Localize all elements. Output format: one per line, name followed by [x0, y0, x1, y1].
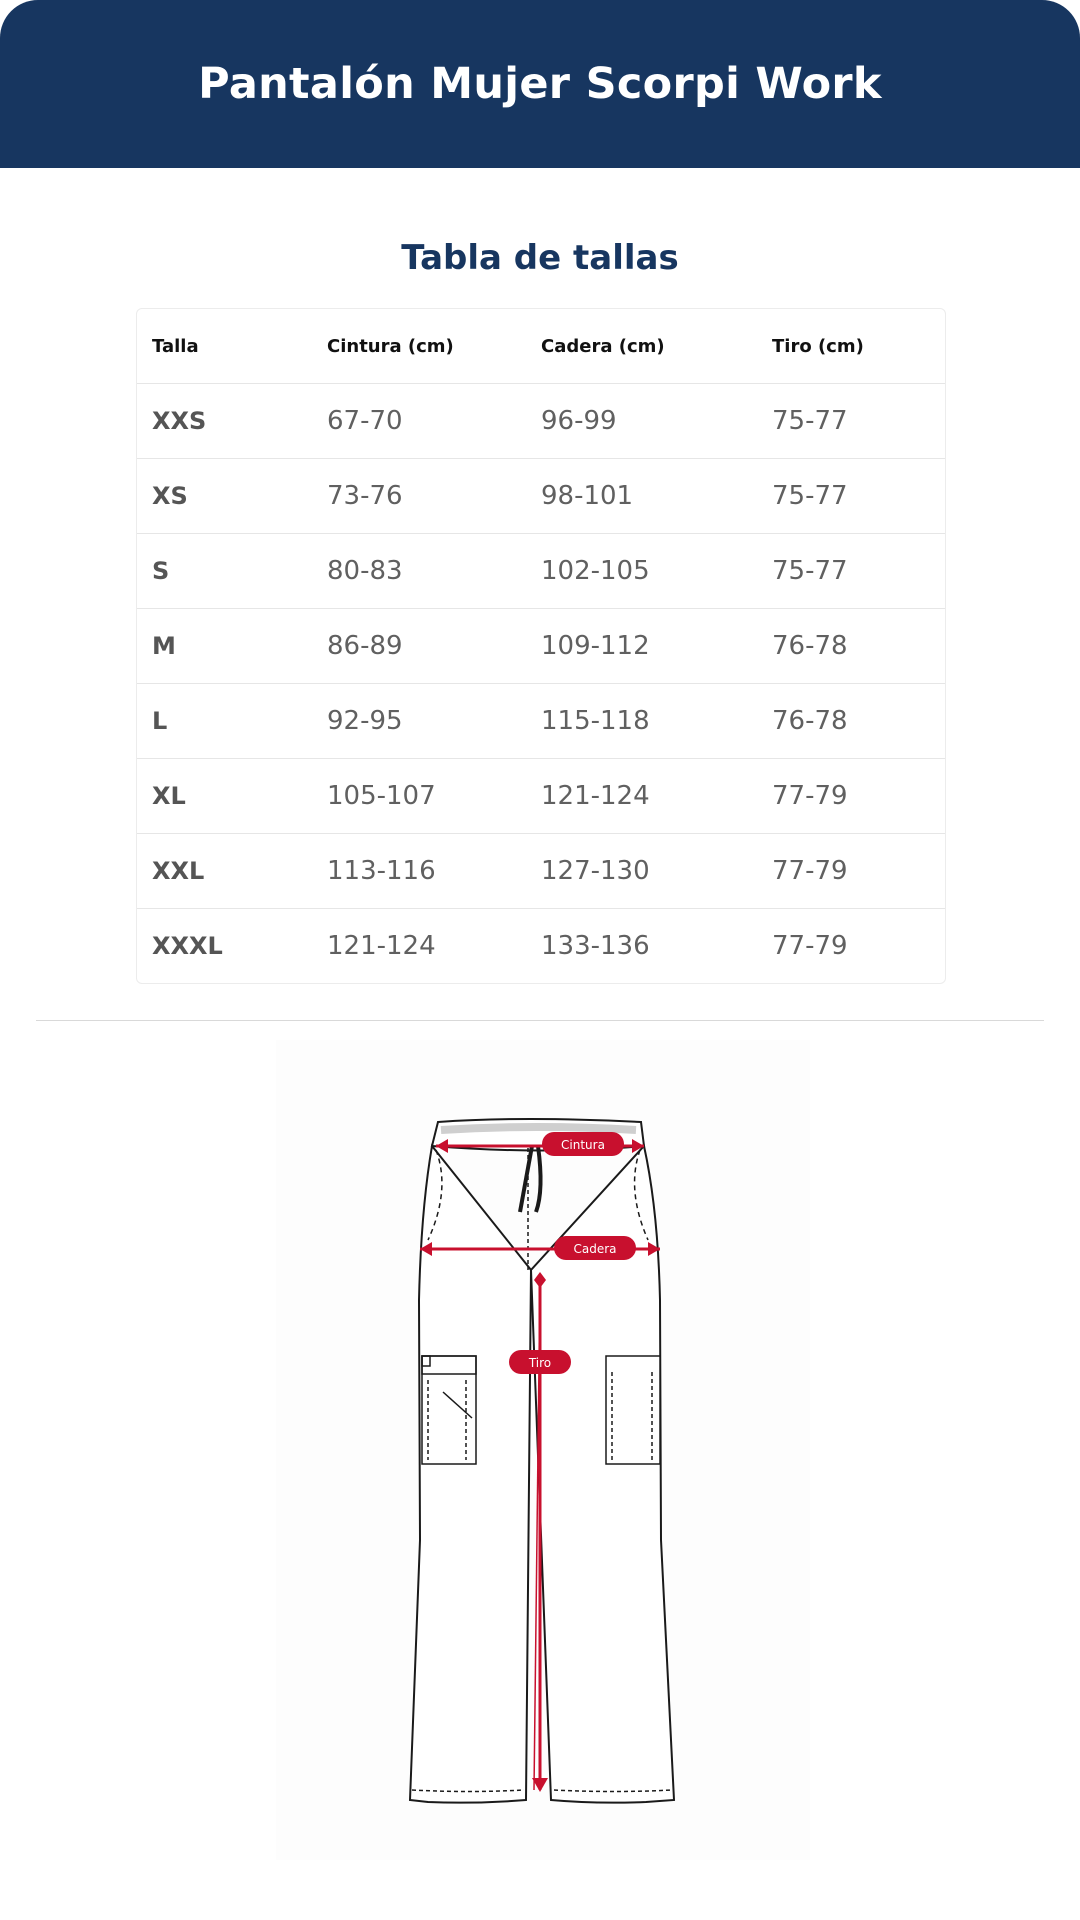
header-cell-hip: Cadera (cm) [541, 335, 665, 357]
table-row [137, 534, 945, 609]
cell-rise: 75-77 [772, 481, 848, 511]
cell-size: XL [152, 782, 186, 810]
cell-rise: 75-77 [772, 406, 848, 436]
cell-hip: 127-130 [541, 856, 650, 886]
cell-size: XXL [152, 857, 205, 885]
cell-waist: 113-116 [327, 856, 436, 886]
cell-waist: 80-83 [327, 556, 403, 586]
table-row [137, 459, 945, 534]
table-header-row [137, 309, 945, 384]
cell-size: L [152, 707, 168, 735]
table-row [137, 609, 945, 684]
size-table-title: Tabla de tallas [401, 238, 679, 278]
hip-label: Cadera [573, 1242, 617, 1256]
cell-rise: 75-77 [772, 556, 848, 586]
size-table [136, 308, 946, 984]
table-row [137, 834, 945, 909]
cell-hip: 98-101 [541, 481, 634, 511]
cell-size: S [152, 557, 170, 585]
page-title: Pantalón Mujer Scorpi Work [198, 59, 882, 109]
cell-size: XS [152, 482, 188, 510]
cell-size: XXXL [152, 932, 223, 960]
cell-waist: 92-95 [327, 706, 403, 736]
cell-rise: 77-79 [772, 931, 848, 961]
cell-rise: 76-78 [772, 631, 848, 661]
cell-rise: 77-79 [772, 781, 848, 811]
table-row [137, 384, 945, 459]
table-row [137, 909, 945, 983]
header-cell-size: Talla [152, 335, 199, 357]
cell-waist: 67-70 [327, 406, 403, 436]
cell-hip: 133-136 [541, 931, 650, 961]
table-row [137, 684, 945, 759]
cell-rise: 76-78 [772, 706, 848, 736]
cell-waist: 105-107 [327, 781, 436, 811]
waist-label: Cintura [561, 1138, 605, 1152]
cell-waist: 73-76 [327, 481, 403, 511]
pants-measurement-diagram [276, 1040, 810, 1860]
cell-size: XXS [152, 407, 207, 435]
table-row [137, 759, 945, 834]
cell-hip: 102-105 [541, 556, 650, 586]
rise-label: Tiro [528, 1356, 552, 1370]
pants-illustration [276, 1040, 810, 1860]
cell-rise: 77-79 [772, 856, 848, 886]
cell-size: M [152, 632, 176, 660]
cell-hip: 96-99 [541, 406, 617, 436]
cell-hip: 115-118 [541, 706, 650, 736]
header-banner [0, 0, 1080, 168]
section-divider [36, 1020, 1044, 1021]
cell-waist: 121-124 [327, 931, 436, 961]
cell-waist: 86-89 [327, 631, 403, 661]
header-cell-waist: Cintura (cm) [327, 335, 454, 357]
cell-hip: 109-112 [541, 631, 650, 661]
cell-hip: 121-124 [541, 781, 650, 811]
header-cell-rise: Tiro (cm) [772, 335, 864, 357]
